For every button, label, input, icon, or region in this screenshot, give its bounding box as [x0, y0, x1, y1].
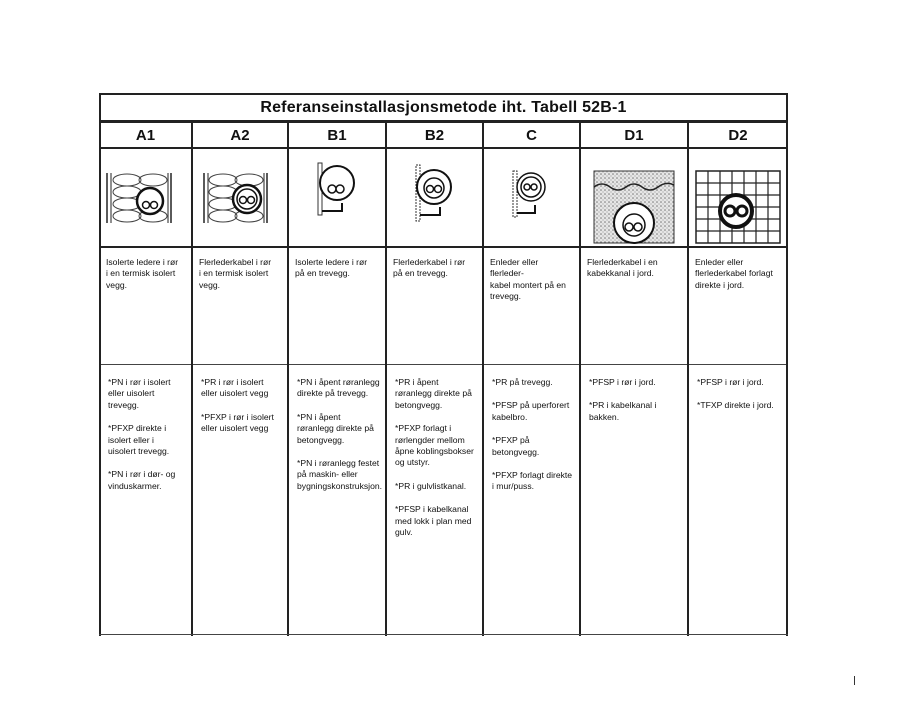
column-a2: [192, 121, 288, 636]
note-item: *PR på trevegg.: [492, 377, 553, 387]
cable-examples: [483, 364, 580, 636]
column-header: B2: [386, 121, 483, 149]
note-item: *PR i gulvlistkanal.: [395, 480, 467, 491]
method-description: Enleder eller flerlederkabel forlagt direkte i jord.: [688, 246, 788, 364]
cable-examples: [386, 364, 483, 636]
method-description: Flerlederkabel i rør i en termisk isolert vegg.: [192, 246, 288, 364]
column-header: C: [483, 121, 580, 149]
note-item: *PFXP på betongvegg.: [492, 435, 540, 457]
insulated-wall-multicore-diagram: [192, 149, 288, 246]
grid-line: [482, 121, 484, 636]
cable-examples: [192, 364, 288, 636]
direct-buried-cable-diagram: [688, 149, 788, 246]
cable-duct-in-ground-diagram: [580, 149, 688, 246]
grid-line: [191, 121, 193, 636]
wall-conduit-multicore-diagram: [386, 149, 483, 246]
note-item: *PFSP i rør i jord.: [589, 377, 656, 387]
wall-conduit-single-core-diagram: [288, 149, 386, 246]
grid-line: [786, 121, 788, 636]
column-d1: [580, 121, 688, 636]
note-item: *PR i rør i isolert eller uisolert vegg: [201, 377, 269, 399]
column-c: [483, 121, 580, 636]
note-item: *PFSP i kabelkanal med lokk i plan med gulv.: [395, 504, 472, 538]
column-b1: [288, 121, 386, 636]
note-item: *PFXP forlagt direkte i mur/puss.: [492, 470, 573, 492]
note-item: *PFSP i rør i jord.: [697, 377, 764, 387]
note-item: *PFSP på uperforert kabelbro.: [492, 400, 570, 422]
method-description: Flerlederkabel i rør på en trevegg.: [386, 246, 483, 364]
note-item: *PFXP i rør i isolert eller uisolert vegg: [201, 411, 274, 434]
method-description: Isolerte ledere i rør på en trevegg.: [288, 246, 386, 364]
cable-examples: [580, 364, 688, 636]
column-b2: [386, 121, 483, 636]
grid-line: [385, 121, 387, 636]
installation-methods-table: [99, 93, 788, 636]
insulated-wall-conduit-diagram: [99, 149, 192, 246]
note-item: *PN i åpent røranlegg direkte på trevegg.: [297, 377, 380, 399]
grid-line: [579, 121, 581, 636]
note-item: *PFXP forlagt i rørlengder mellom åpne koblingsbokser og utstyr.: [395, 423, 474, 468]
column-header: B1: [288, 121, 386, 149]
table-title: Referanseinstallasjonsmetode iht. Tabell 52B-1: [99, 93, 788, 122]
note-item: *PR i kabelkanal i bakken.: [589, 400, 657, 422]
grid-line: [99, 121, 101, 636]
table-bottom-line: [99, 634, 788, 635]
page-mark: [854, 676, 855, 685]
cable-examples: [288, 364, 386, 636]
column-header: D2: [688, 121, 788, 149]
column-header: A1: [99, 121, 192, 149]
column-header: D1: [580, 121, 688, 149]
column-header: A2: [192, 121, 288, 149]
grid-line: [687, 121, 689, 636]
note-item: *TFXP direkte i jord.: [697, 400, 774, 411]
column-d2: [688, 121, 788, 636]
method-description: Flerlederkabel i en kabekkanal i jord.: [580, 246, 688, 364]
column-a1: [99, 121, 192, 636]
note-item: *PN i åpent røranlegg direkte på betongvegg.: [297, 411, 374, 445]
grid-line: [287, 121, 289, 636]
note-item: *PN i rør i dør- og vinduskarmer.: [108, 469, 176, 491]
note-item: *PR i åpent røranlegg direkte på betongvegg.: [395, 377, 472, 410]
wall-mounted-cable-diagram: [483, 149, 580, 246]
note-item: *PN i røranlegg festet på maskin- eller bygningskonstruksjon.: [297, 458, 383, 491]
note-item: *PFXP direkte i isolert eller i uisolert trevegg.: [108, 423, 170, 457]
method-description: Enleder eller flerleder- kabel montert på en trevegg.: [483, 246, 580, 364]
cable-examples: [99, 364, 192, 636]
note-item: *PN i rør i isolert eller uisolert trevegg.: [108, 377, 171, 410]
cable-examples: [688, 364, 788, 636]
method-description: Isolerte ledere i rør i en termisk isolert vegg.: [99, 246, 192, 364]
